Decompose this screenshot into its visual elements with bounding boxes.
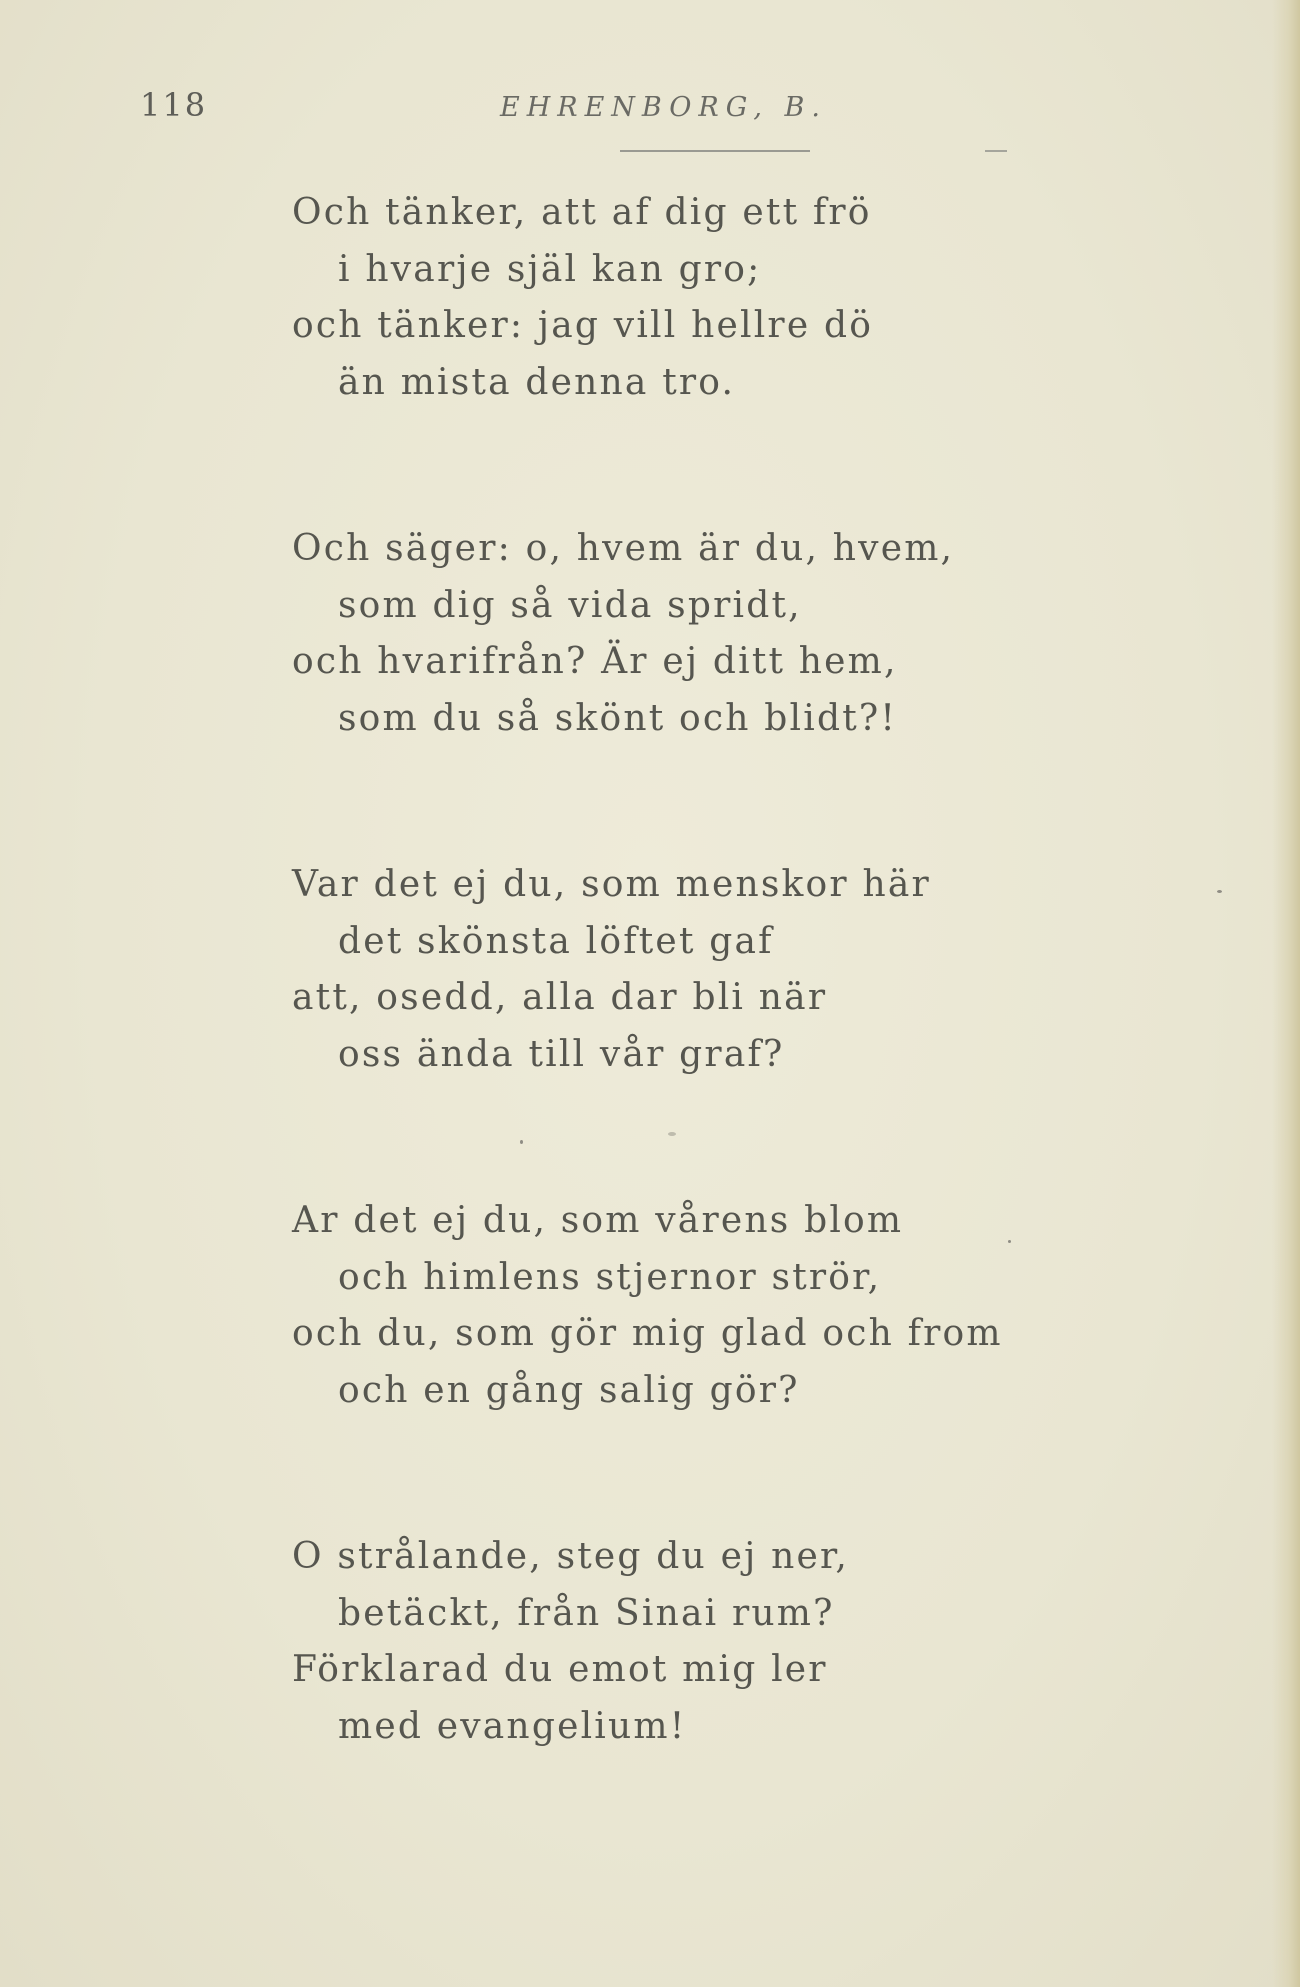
header-rule-stub xyxy=(985,150,1007,152)
poem-line: betäckt, från Sinai rum? xyxy=(338,1592,835,1634)
poem-line: och hvarifrån? Är ej ditt hem, xyxy=(292,641,898,682)
poem-line: än mista denna tro. xyxy=(338,361,736,403)
page-edge-shadow xyxy=(1272,0,1300,1987)
poem-line: Ar det ej du, som vårens blom xyxy=(292,1200,904,1241)
paper-speck xyxy=(520,1140,523,1144)
paper-speck xyxy=(668,1132,676,1136)
poem-line: det skönsta löftet gaf xyxy=(338,920,774,962)
stanza xyxy=(292,521,1092,747)
poem-line: och en gång salig gör? xyxy=(338,1369,800,1411)
running-head: EHRENBORG, B. xyxy=(500,92,827,123)
poem-line: Och säger: o, hvem är du, hvem, xyxy=(292,528,955,569)
poem-line: Var det ej du, som menskor här xyxy=(292,864,931,905)
header-rule xyxy=(620,150,810,152)
page-number: 118 xyxy=(140,86,208,124)
poem-line: som dig så vida spridt, xyxy=(338,584,802,626)
poem-line: som du så skönt och blidt?! xyxy=(338,697,898,739)
paper-speck xyxy=(1217,890,1222,893)
poem-line: och himlens stjernor strör, xyxy=(338,1256,882,1298)
poem-line: att, osedd, alla dar bli när xyxy=(292,977,828,1018)
paper-speck xyxy=(1008,1240,1011,1243)
poem-line: med evangelium! xyxy=(338,1705,687,1747)
stanza xyxy=(292,857,1092,1083)
poem-line: och tänker: jag vill hellre dö xyxy=(292,305,874,346)
poem-line: O strålande, steg du ej ner, xyxy=(292,1536,850,1577)
poem-line: Förklarad du emot mig ler xyxy=(292,1649,828,1690)
poem-line: oss ända till vår graf? xyxy=(338,1033,785,1075)
poem-line: Och tänker, att af dig ett frö xyxy=(292,192,872,233)
poem xyxy=(292,185,1092,1865)
stanza xyxy=(292,1529,1092,1755)
stanza xyxy=(292,185,1092,411)
page-header xyxy=(0,78,1300,138)
poem-line: och du, som gör mig glad och from xyxy=(292,1313,1003,1354)
poem-line: i hvarje själ kan gro; xyxy=(338,248,762,290)
stanza xyxy=(292,1193,1092,1419)
